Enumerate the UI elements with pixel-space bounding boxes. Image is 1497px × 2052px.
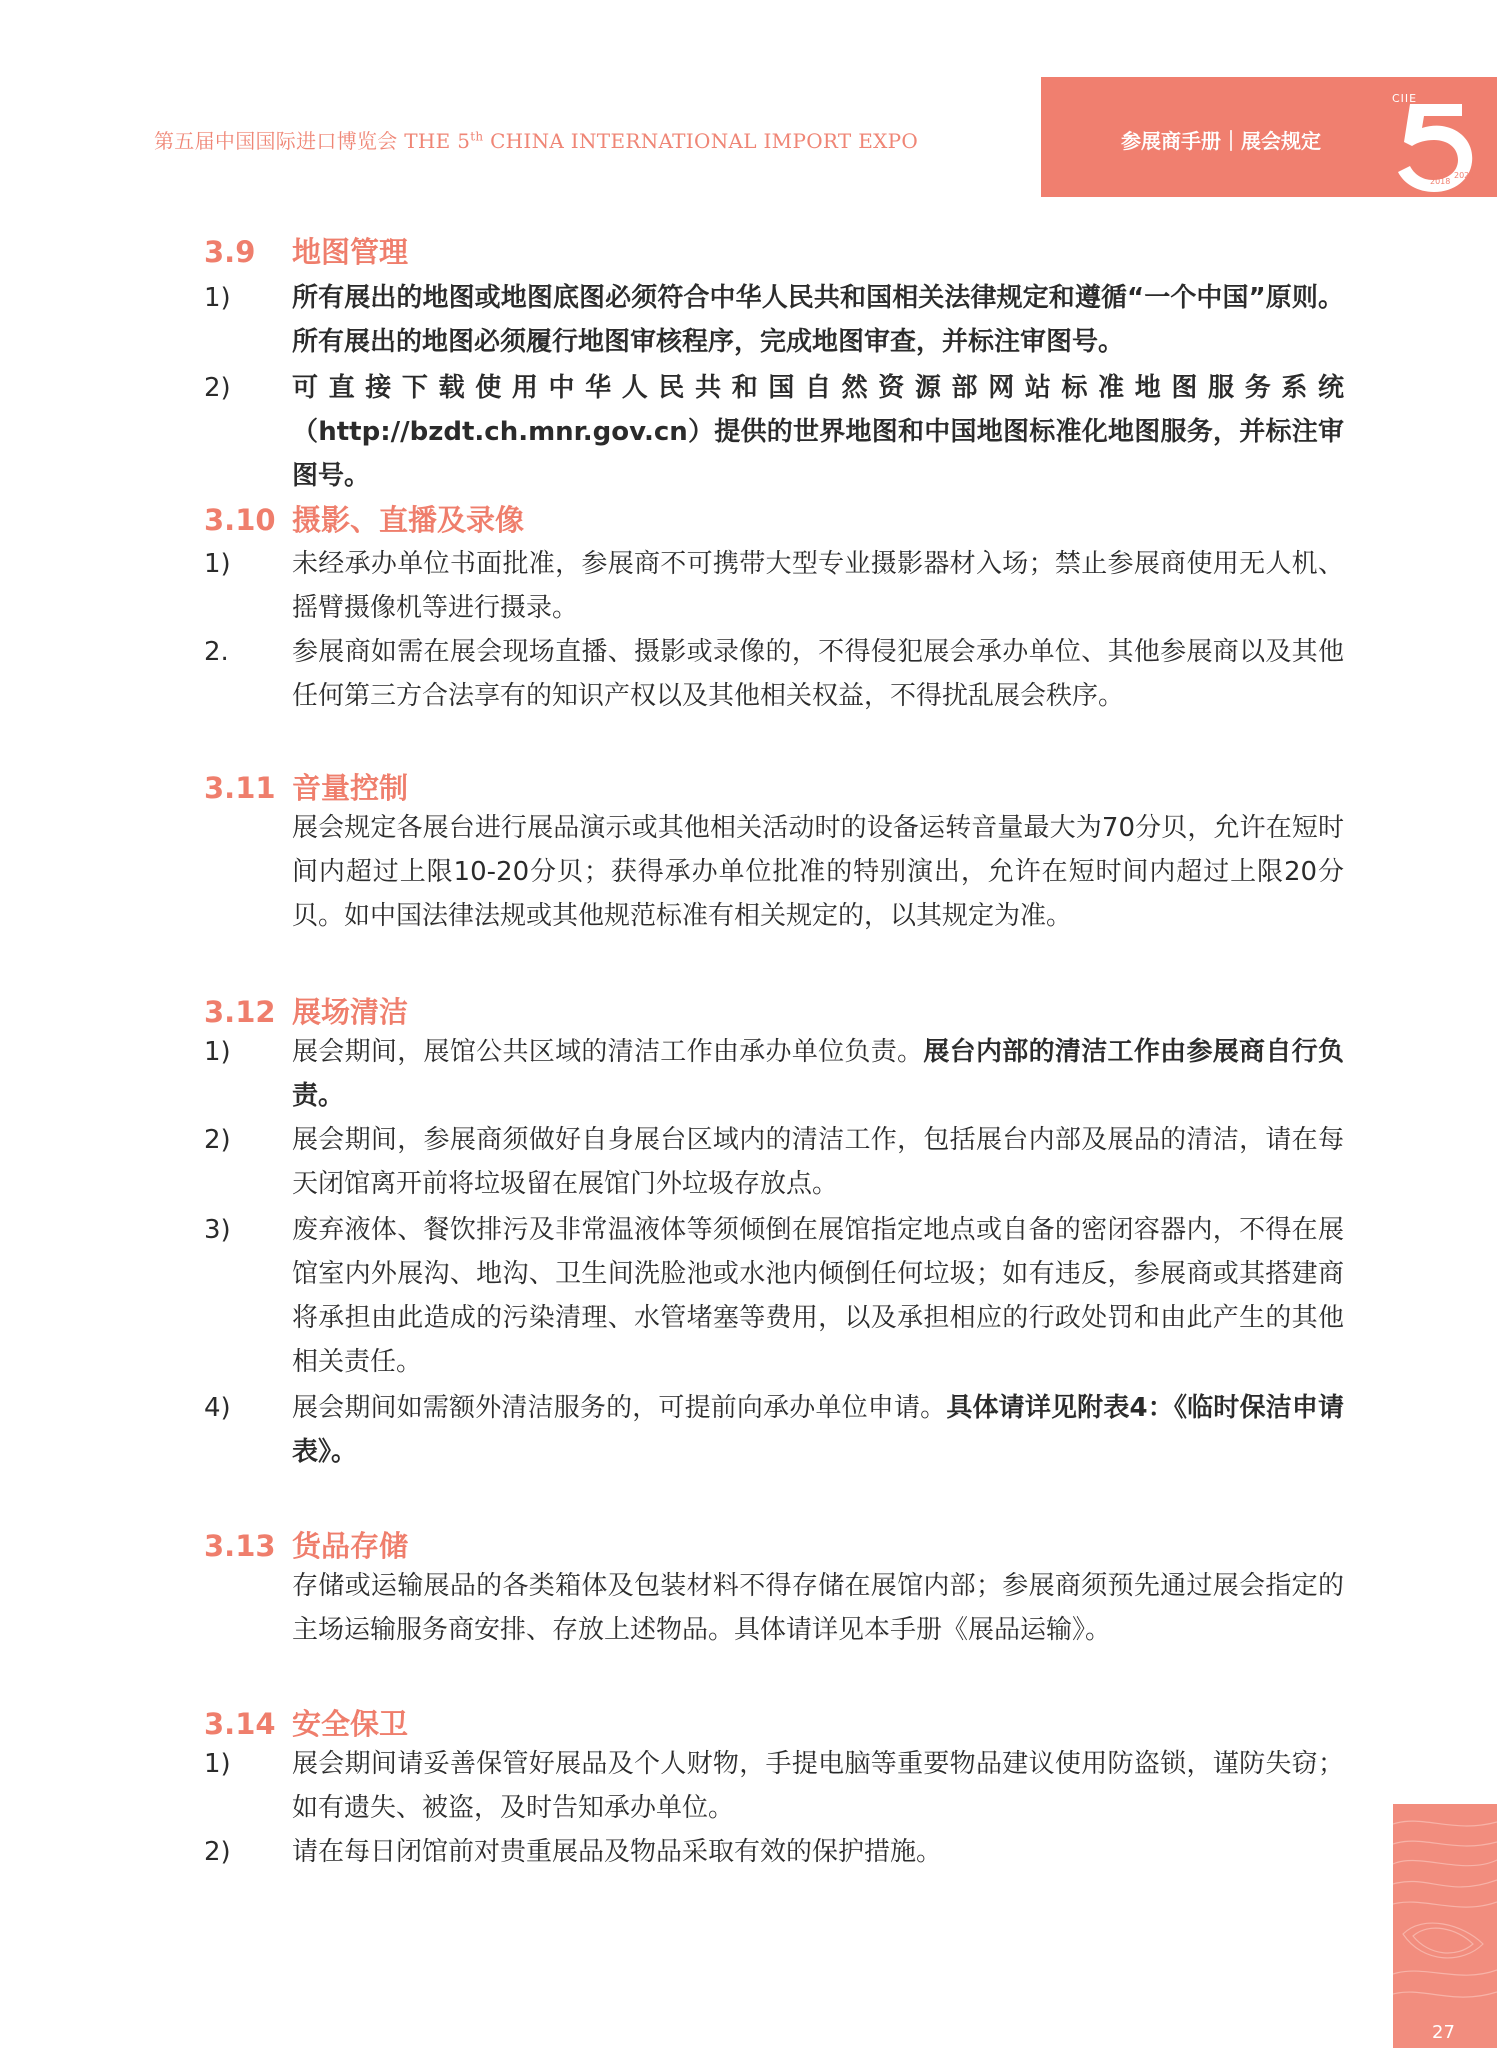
item-text-bold: 展台内部的清洁工作由参展商自行负责。 <box>292 1037 1344 1111</box>
item-text: 参展商如需在展会现场直播、摄影或录像的，不得侵犯展会承办单位、其他参展商以及其他任何第三方合法享有的知识产权以及其他相关权益，不得扰乱展会秩序。 <box>292 637 1344 711</box>
section-heading <box>204 1702 408 1743</box>
section-number: 3.10 <box>204 503 276 537</box>
list-item <box>204 1118 1344 1206</box>
section-heading <box>204 766 408 807</box>
list-item <box>204 542 1344 630</box>
section-number: 3.11 <box>204 771 276 805</box>
item-marker: 1) <box>204 283 231 313</box>
header-title-cn: 第五届中国国际进口博览会 <box>154 129 398 153</box>
section-title: 展场清洁 <box>292 995 409 1029</box>
item-marker: 2) <box>204 1125 231 1155</box>
section-heading <box>204 498 524 539</box>
header-section-label: 参展商手册｜展会规定 <box>1121 129 1321 153</box>
page-number: 27 <box>1432 2022 1455 2043</box>
list-item <box>204 1564 1344 1652</box>
list-item <box>204 630 1344 718</box>
header-title <box>154 125 918 154</box>
logo-year-left: 2018 <box>1430 177 1451 186</box>
item-marker: 1) <box>204 1749 231 1779</box>
item-text: 存储或运输展品的各类箱体及包装材料不得存储在展馆内部；参展商须预先通过展会指定的主场运输服务商安排、存放上述物品。具体请详见本手册《展品运输》。 <box>292 1571 1344 1645</box>
list-item <box>204 1208 1344 1384</box>
section-number: 3.13 <box>204 1529 276 1563</box>
pattern-lines-icon <box>1393 1804 1497 2048</box>
section-number: 3.12 <box>204 995 276 1029</box>
item-text: 展会期间请妥善保管好展品及个人财物，手提电脑等重要物品建议使用防盗锁，谨防失窃；如有遗失、被盗，及时告知承办单位。 <box>292 1749 1344 1823</box>
decorative-corner-pattern <box>1393 1804 1497 2048</box>
section-title: 音量控制 <box>292 771 409 805</box>
section-heading <box>204 1524 408 1565</box>
item-marker: 3) <box>204 1215 231 1245</box>
list-item <box>204 1742 1344 1830</box>
list-item <box>204 276 1344 364</box>
section-title: 货品存储 <box>292 1529 409 1563</box>
logo-year-right: 2022 <box>1454 171 1475 180</box>
item-text: 所有展出的地图或地图底图必须符合中华人民共和国相关法律规定和遵循“一个中国”原则。所有展出的地图必须履行地图审核程序，完成地图审查，并标注审图号。 <box>292 283 1344 357</box>
item-text: 展会期间，参展商须做好自身展台区域内的清洁工作，包括展台内部及展品的清洁，请在每天闭馆离开前将垃圾留在展馆门外垃圾存放点。 <box>292 1125 1344 1199</box>
section-title: 摄影、直播及录像 <box>292 503 525 537</box>
item-text: 展会规定各展台进行展品演示或其他相关活动时的设备运转音量最大为70分贝，允许在短时间内超过上限10-20分贝；获得承办单位批准的特别演出，允许在短时间内超过上限20分贝。如中国法律法规或其他规范标准有相关规定的，以其规定为准。 <box>292 813 1344 931</box>
list-item <box>204 806 1344 938</box>
item-text: 未经承办单位书面批准，参展商不可携带大型专业摄影器材入场；禁止参展商使用无人机、摇臂摄像机等进行摄录。 <box>292 549 1344 623</box>
list-item <box>204 1830 1344 1874</box>
section-title: 安全保卫 <box>292 1707 409 1741</box>
list-item <box>204 1030 1344 1118</box>
item-marker: 1) <box>204 549 231 579</box>
section-heading <box>204 990 408 1031</box>
list-item <box>204 366 1344 491</box>
list-item <box>204 1386 1344 1474</box>
section-title: 地图管理 <box>292 235 409 269</box>
item-text: 废弃液体、餐饮排污及非常温液体等须倾倒在展馆指定地点或自备的密闭容器内，不得在展馆室内外展沟、地沟、卫生间洗脸池或水池内倾倒任何垃圾；如有违反，参展商或其搭建商将承担由此造成的污染清理、水管堵塞等费用，以及承担相应的行政处罚和由此产生的其他相关责任。 <box>292 1215 1344 1377</box>
header-title-en: THE 5th CHINA INTERNATIONAL IMPORT EXPO <box>404 129 919 153</box>
item-text: 展会期间，展馆公共区域的清洁工作由承办单位负责。展台内部的清洁工作由参展商自行负责。 <box>292 1037 1344 1111</box>
section-number: 3.9 <box>204 235 256 269</box>
ciie-logo <box>1370 82 1480 194</box>
item-marker: 1) <box>204 1037 231 1067</box>
section-heading <box>204 230 408 271</box>
item-text-bold: 具体请详见附表4：《临时保洁申请表》。 <box>292 1393 1344 1467</box>
item-marker: 2) <box>204 1837 231 1867</box>
section-number: 3.14 <box>204 1707 276 1741</box>
item-marker: 4) <box>204 1393 231 1423</box>
item-text: 可直接下载使用中华人民共和国自然资源部网站标准地图服务系统（http://bzdt.ch.mnr.gov.cn）提供的世界地图和中国地图标准化地图服务，并标注审图号。 <box>292 373 1344 491</box>
item-text: 请在每日闭馆前对贵重展品及物品采取有效的保护措施。 <box>292 1837 943 1867</box>
item-text: 展会期间如需额外清洁服务的，可提前向承办单位申请。具体请详见附表4：《临时保洁申请表》。 <box>292 1393 1344 1467</box>
logo-text: CIIE <box>1392 92 1418 105</box>
item-marker: 2) <box>204 373 231 403</box>
item-marker: 2. <box>204 637 229 667</box>
